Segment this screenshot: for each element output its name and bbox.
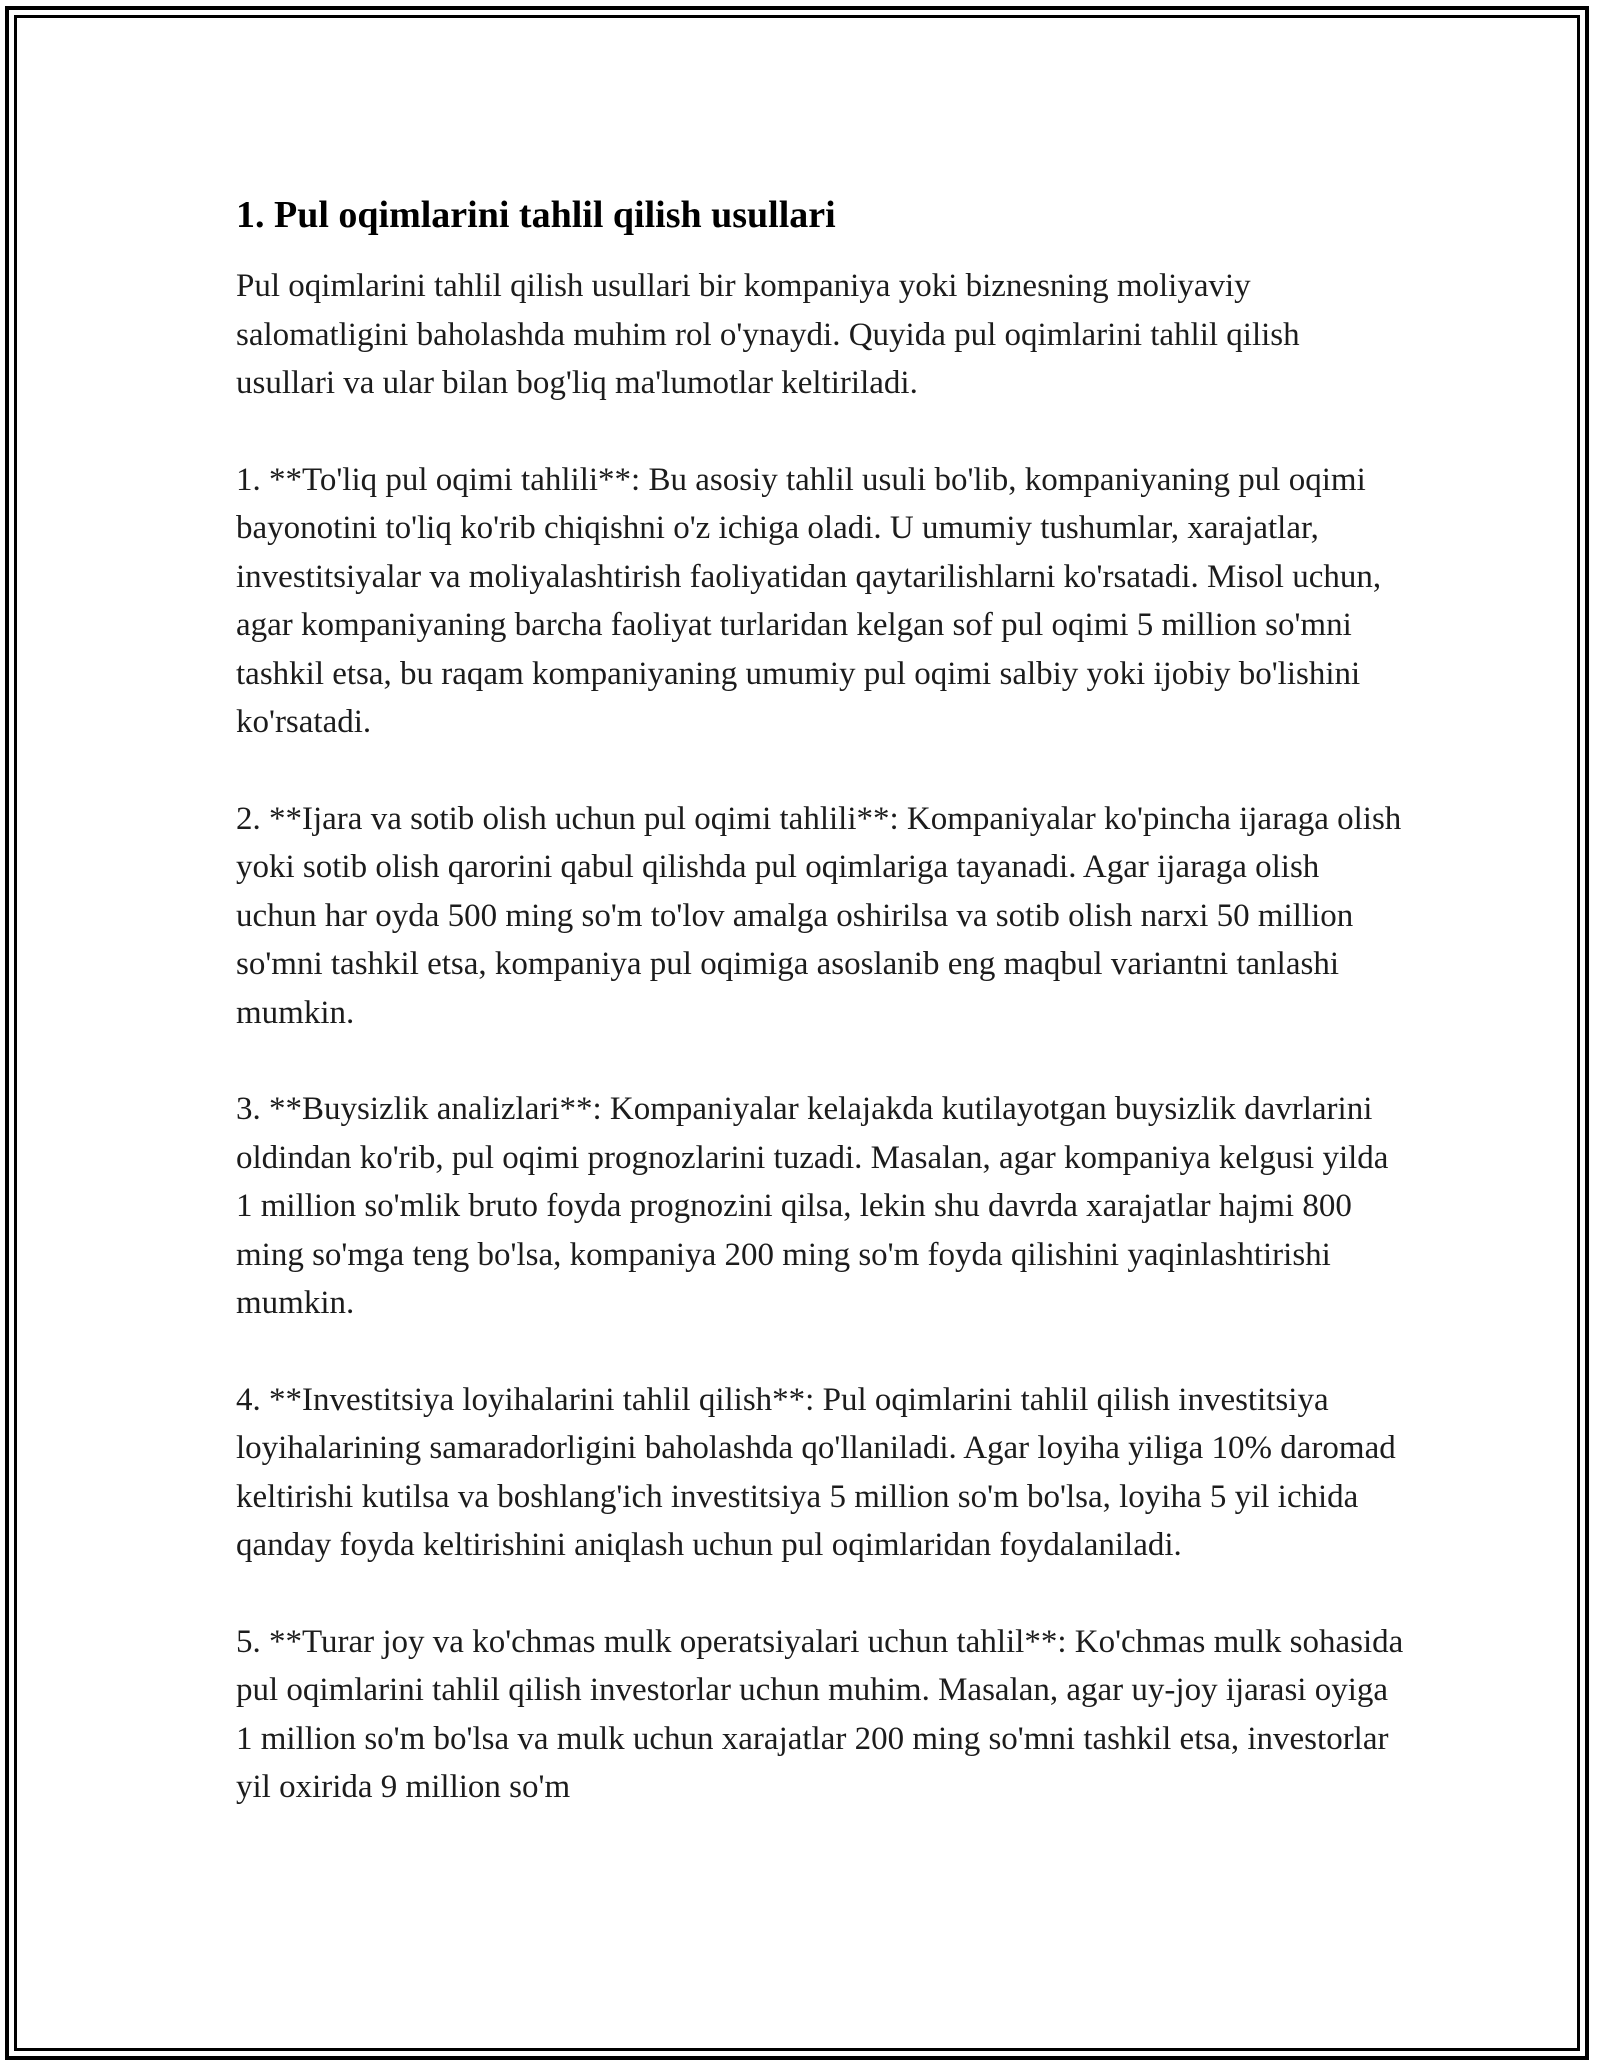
document-title: 1. Pul oqimlarini tahlil qilish usullari: [236, 194, 836, 236]
paragraph-method-1: 1. **To'liq pul oqimi tahlili**: Bu asosiy tahlil usuli bo'lib, kompaniyaning pul oqimi bayonotini to'liq ko'rib chiqishni o'z ichiga oladi. U umumiy tushumlar, xarajatlar, investitsiyalar va moliyalashtirish faoliyatidan qaytarilishlarni ko'rsatadi. Misol uchun, agar kompaniyaning barcha faoliyat turlaridan kelgan sof pul oqimi 5 million so'mni tashkil etsa, bu raqam kompaniyaning umumiy pul oqimi salbiy yoki ijobiy bo'lishini ko'rsatadi.: [236, 461, 1382, 740]
document-page: [236, 190, 1406, 1860]
intro-paragraph: Pul oqimlarini tahlil qilish usullari bir kompaniya yoki biznesning moliyaviy salomatligini baholashda muhim rol o'ynaydi. Quyida pul oqimlarini tahlil qilish usullari va ular bilan bog'liq ma'lumotlar keltiriladi.: [236, 268, 1300, 401]
paragraph-method-4: 4. **Investitsiya loyihalarini tahlil qilish**: Pul oqimlarini tahlil qilish investitsiya loyihalarining samaradorligini baholashda qo'llaniladi. Agar loyiha yiliga 10% daromad keltirishi kutilsa va boshlang'ich investitsiya 5 million so'm bo'lsa, loyiha 5 yil ichida qanday foyda keltirishini aniqlash uchun pul oqimlaridan foydalaniladi.: [236, 1381, 1396, 1563]
paragraph-method-5: 5. **Turar joy va ko'chmas mulk operatsiyalari uchun tahlil**: Ko'chmas mulk sohasida pul oqimlarini tahlil qilish investorlar uchun muhim. Masalan, agar uy-joy ijarasi oyiga 1 million so'm bo'lsa va mulk uchun xarajatlar 200 ming so'mni tashkil etsa, investorlar yil oxirida 9 million so'm: [236, 1623, 1404, 1805]
paragraph-method-3: 3. **Buysizlik analizlari**: Kompaniyalar kelajakda kutilayotgan buysizlik davrlarini oldindan ko'rib, pul oqimi prognozlarini tuzadi. Masalan, agar kompaniya kelgusi yilda 1 million so'mlik bruto foyda prognozini qilsa, lekin shu davrda xarajatlar hajmi 800 ming so'mga teng bo'lsa, kompaniya 200 ming so'm foyda qilishini yaqinlashtirishi mumkin.: [236, 1091, 1389, 1321]
paragraph-method-2: 2. **Ijara va sotib olish uchun pul oqimi tahlili**: Kompaniyalar ko'pincha ijaraga olish yoki sotib olish qarorini qabul qilishda pul oqimlariga tayanadi. Agar ijaraga olish uchun har oyda 500 ming so'm to'lov amalga oshirilsa va sotib olish narxi 50 million so'mni tashkil etsa, kompaniya pul oqimiga asoslanib eng maqbul variantni tanlashi mumkin.: [236, 800, 1402, 1031]
